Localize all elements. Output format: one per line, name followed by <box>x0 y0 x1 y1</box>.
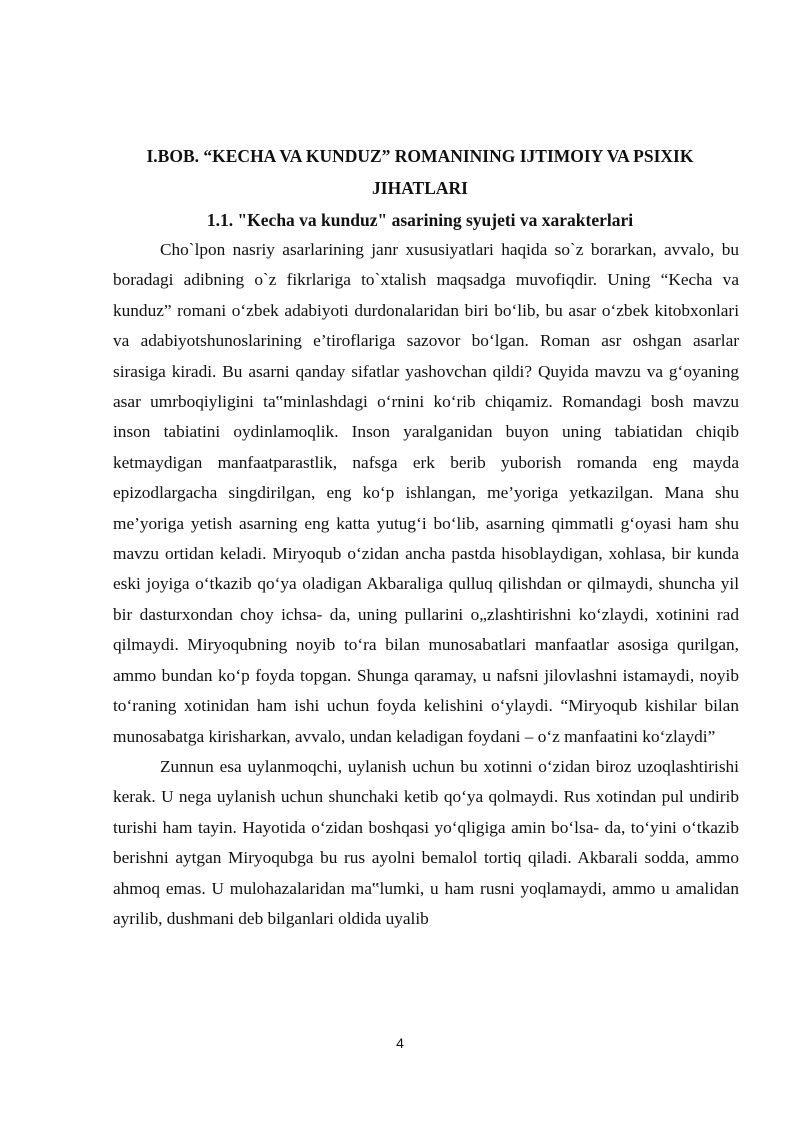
paragraph: Zunnun esa uylanmoqchi, uylanish uchun bu xotinni o‘zidan biroz uzoqlashtirishi kerak. U nega uylanish uchun shunchaki ketib qo‘ya qolmaydi. Rus xotindan pul undirib turishi ham tayin. Hayotida o‘zidan boshqasi yo‘qligiga amin bo‘lsa- da, to‘yini o‘tkazib berishni aytgan Miryoqubga bu rus ayolni bemalol tortiq qiladi. Akbarali sodda, ammo ahmoq emas. U mulohazalaridan ma‟lumki, u ham rusni yoqlamaydi, ammo u amalidan ayrilib, dushmani deb bilganlari oldida uyalib <box>113 756 739 928</box>
chapter-title: I.BOB. “KECHA VA KUNDUZ” ROMANINING IJTIMOIY VA PSIXIK JIHATLARI <box>146 146 694 198</box>
page-number: 4 <box>396 1035 404 1051</box>
body-text <box>113 235 739 934</box>
section-title: 1.1. "Kecha va kunduz" asarining syujeti va xarakterlari <box>206 210 634 230</box>
paragraph: Cho`lpon nasriy asarlarining janr xususiyatlari haqida so`z borarkan, avvalo, bu boradagi adibning o`z fikrlariga to`xtalish maqsadga muvofiqdir. Uning “Kecha va kunduz” romani o‘zbek adabiyoti durdonalaridan biri bo‘lib, bu asar o‘zbek kitobxonlari va adabiyotshunoslarining e’tiroflariga sazovor bo‘lgan. Roman asr oshgan asarlar sirasiga kiradi. Bu asarni qanday sifatlar yashovchan qildi? Quyida mavzu va g‘oyaning asar umrboqiyligini ta‟minlashdagi o‘rnini ko‘rib chiqamiz. Romandagi bosh mavzu inson tabiatini oydinlamoqlik. Inson yaralganidan buyon uning tabiatidan chiqib ketmaydigan manfaatparastlik, nafsga erk berib yuborish romanda eng mayda epizodlargacha singdirilgan, eng ko‘p ishlangan, me’yoriga yetkazilgan. Mana shu me’yoriga yetish asarning eng katta yutug‘i bo‘lib, asarning qimmatli g‘oyasi ham shu mavzu ortidan keladi. Miryoqub o‘zidan ancha pastda hisoblaydigan, xohlasa, bir kunda eski joyiga o‘tkazib qo‘ya oladigan Akbaraliga qulluq qilishdan or qilmaydi, shuncha yil bir dasturxondan choy ichsa- da, uning pullarini o„zlashtirishni ko‘zlaydi, xotinini rad qilmaydi. Miryoqubning noyib to‘ra bilan munosabatlari manfaatlar asosiga qurilgan, ammo bundan ko‘p foyda topgan. Shunga qaramay, u nafsni jilovlashni istamaydi, noyib to‘raning xotinidan ham ishi uchun foyda kelishini o‘ylaydi. “Miryoqub kishilar bilan munosabatga kirisharkan, avvalo, undan keladigan foydani – o‘z manfaatini ko‘zlaydi” <box>113 240 739 746</box>
